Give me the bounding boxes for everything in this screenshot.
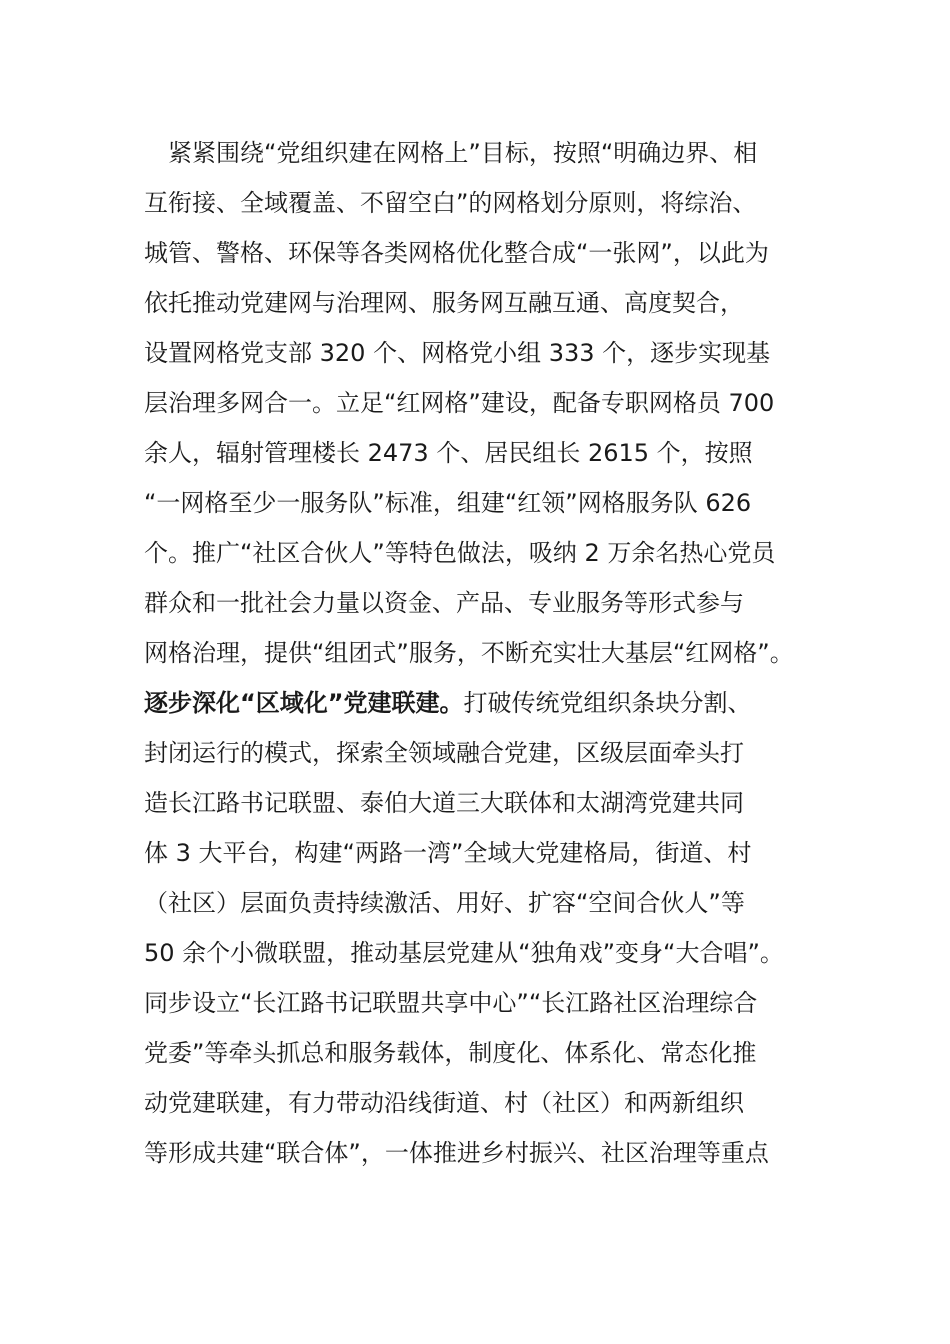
- line-text: 网格治理，提供“组团式”服务，不断充实壮大基层“红网格”。: [144, 639, 794, 667]
- line-text: 体 3 大平台，构建“两路一湾”全域大党建格局，街道、村: [144, 839, 752, 867]
- line-text: 紧紧围绕“党组织建在网格上”目标，按照“明确边界、相: [144, 139, 758, 167]
- line-text: 等形成共建“联合体”，一体推进乡村振兴、社区治理等重点: [144, 1139, 769, 1167]
- line-text: 动党建联建，有力带动沿线街道、村（社区）和两新组织: [144, 1089, 744, 1117]
- text-line: [144, 228, 814, 278]
- text-line: [144, 1078, 814, 1128]
- body-text: [144, 128, 814, 1178]
- line-text: 封闭运行的模式，探索全领域融合党建，区级层面牵头打: [144, 739, 744, 767]
- text-line: [144, 928, 814, 978]
- line-text: （社区）层面负责持续激活、用好、扩容“空间合伙人”等: [144, 889, 745, 917]
- line-text: 党委”等牵头抓总和服务载体，制度化、体系化、常态化推: [144, 1039, 757, 1067]
- text-line: [144, 978, 814, 1028]
- line-text: 打破传统党组织条块分割、: [463, 689, 752, 717]
- section-heading: 逐步深化“区域化”党建联建。: [144, 689, 464, 717]
- text-line: [144, 828, 814, 878]
- text-line: [144, 578, 814, 628]
- text-line: [144, 428, 814, 478]
- text-line: [144, 278, 814, 328]
- line-text: 造长江路书记联盟、泰伯大道三大联体和太湖湾党建共同: [144, 789, 744, 817]
- text-line: [144, 628, 814, 678]
- text-line: [144, 678, 814, 728]
- text-line: [144, 528, 814, 578]
- line-text: 城管、警格、环保等各类网格优化整合成“一张网”，以此为: [144, 239, 769, 267]
- text-line: [144, 478, 814, 528]
- text-line: [144, 778, 814, 828]
- text-line: [144, 878, 814, 928]
- text-line: [144, 178, 814, 228]
- text-line: [144, 728, 814, 778]
- text-line: [144, 1128, 814, 1178]
- line-text: 互衔接、全域覆盖、不留空白”的网格划分原则，将综治、: [144, 189, 757, 217]
- text-line: [144, 378, 814, 428]
- line-text: 群众和一批社会力量以资金、产品、专业服务等形式参与: [144, 589, 744, 617]
- line-text: 个。推广“社区合伙人”等特色做法，吸纳 2 万余名热心党员: [144, 539, 776, 567]
- text-line: [144, 328, 814, 378]
- line-text: 50 余个小微联盟，推动基层党建从“独角戏”变身“大合唱”。: [144, 939, 784, 967]
- line-text: 设置网格党支部 320 个、网格党小组 333 个，逐步实现基: [144, 339, 771, 367]
- line-text: 同步设立“长江路书记联盟共享中心”“长江路社区治理综合: [144, 989, 758, 1017]
- line-text: 余人，辐射管理楼长 2473 个、居民组长 2615 个，按照: [144, 439, 753, 467]
- text-line: [144, 128, 814, 178]
- line-text: 依托推动党建网与治理网、服务网互融互通、高度契合，: [144, 289, 744, 317]
- line-text: 层治理多网合一。立足“红网格”建设，配备专职网格员 700: [144, 389, 775, 417]
- text-line: [144, 1028, 814, 1078]
- line-text: “一网格至少一服务队”标准，组建“红领”网格服务队 626: [144, 489, 752, 517]
